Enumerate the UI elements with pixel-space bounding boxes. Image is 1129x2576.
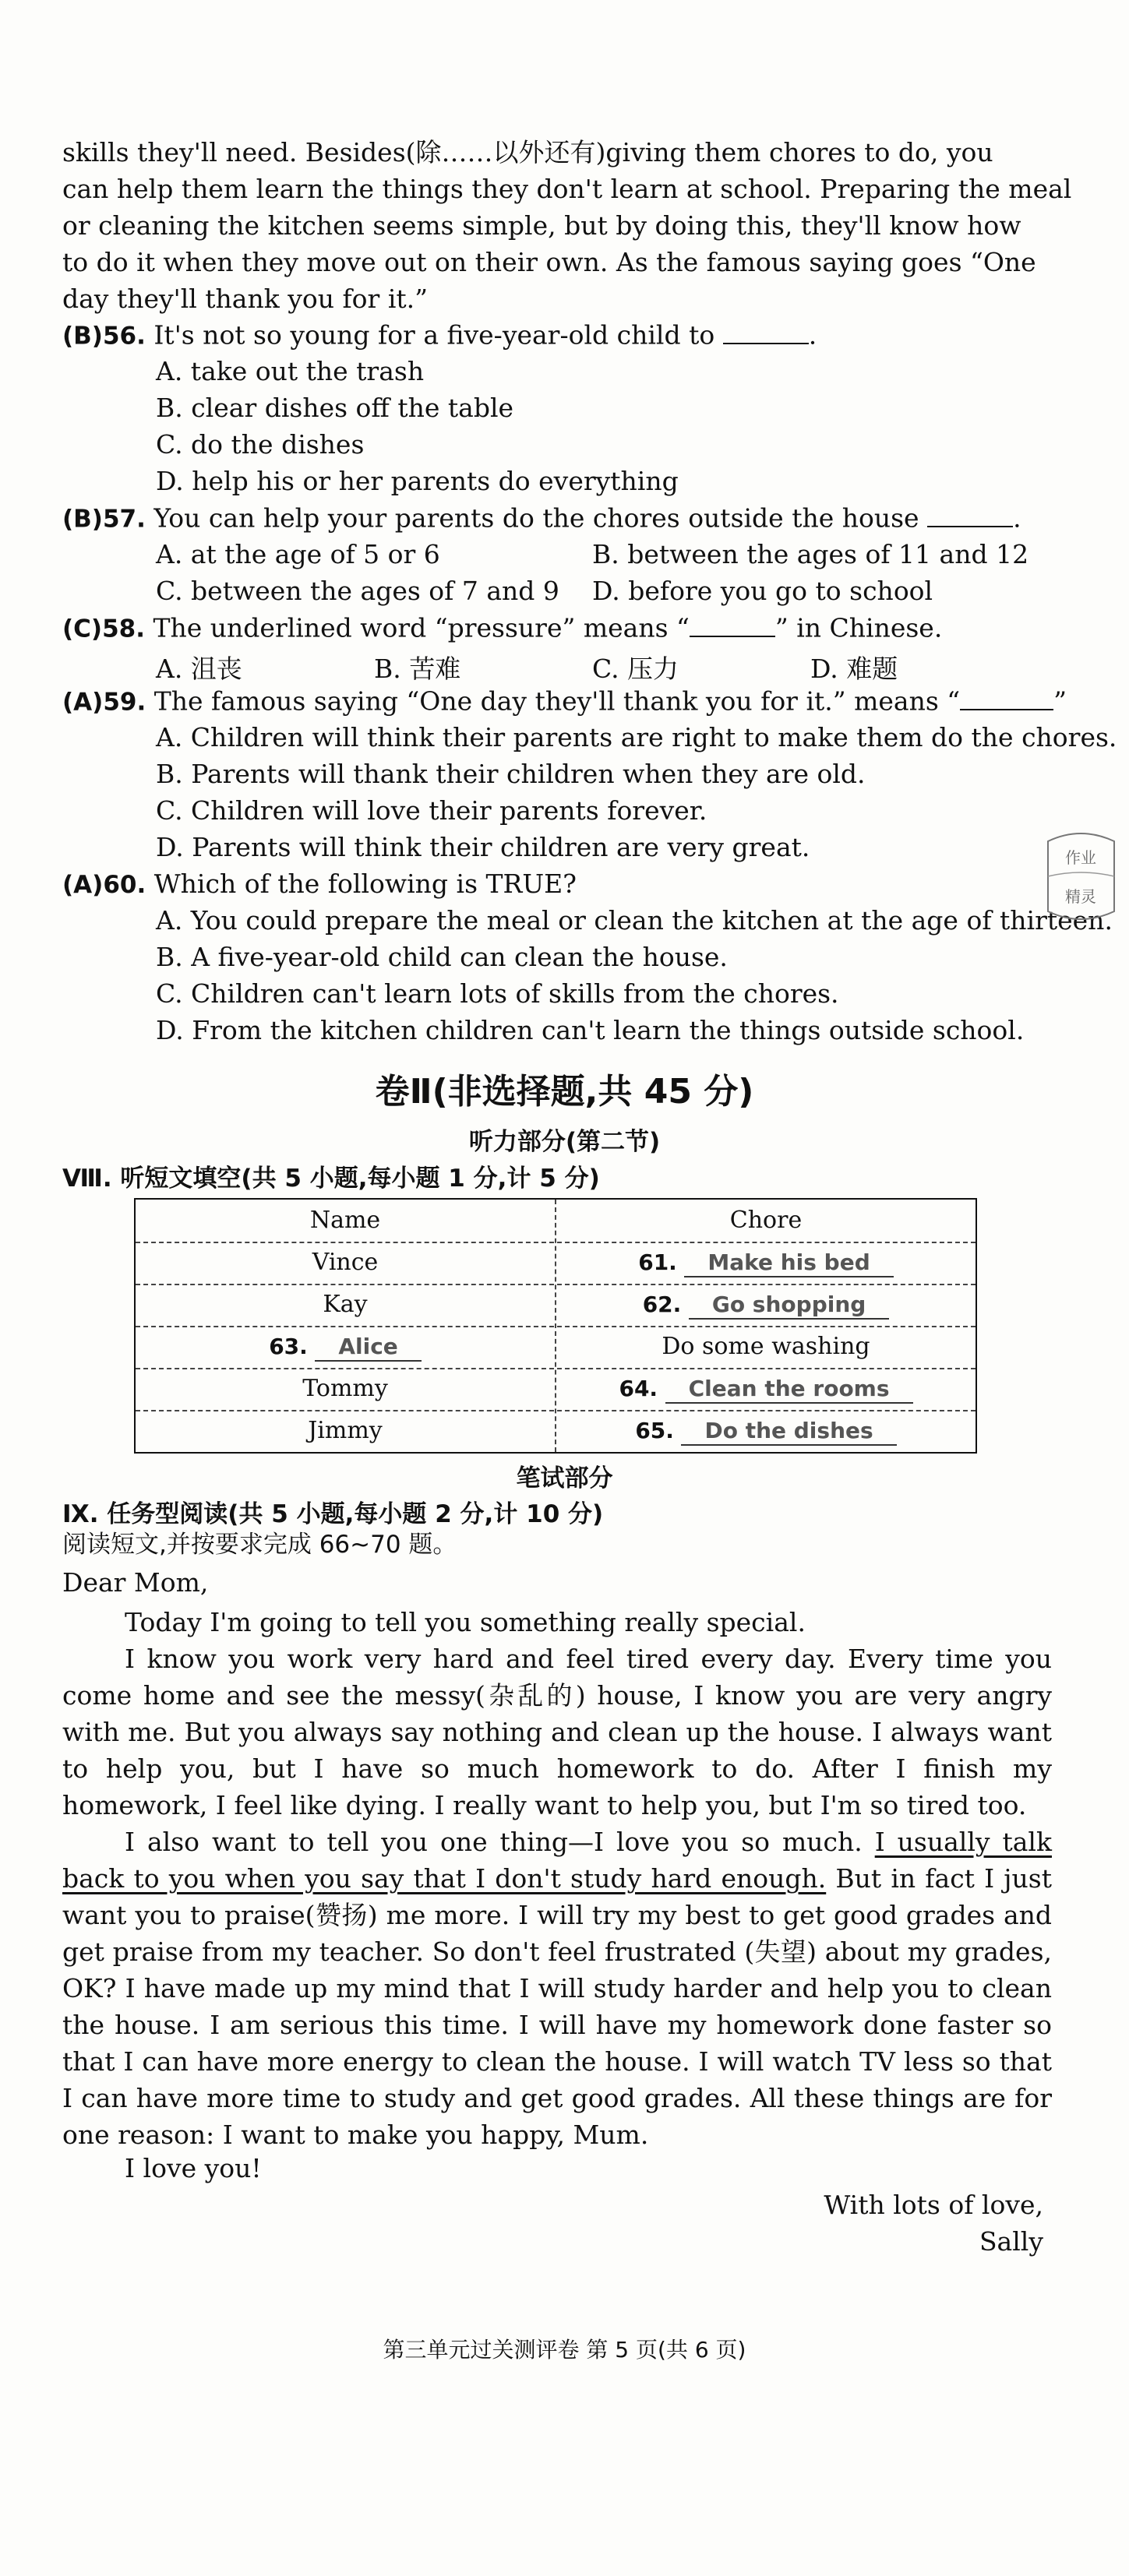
answer-mark: (B)	[62, 505, 103, 534]
row-name: Tommy	[302, 1375, 388, 1402]
filled-answer: Do the dishes	[681, 1418, 896, 1446]
question-stem: Which of the following is TRUE?	[153, 869, 577, 899]
stamp-text-top: 作业	[1065, 848, 1096, 867]
filled-answer: Clean the rooms	[665, 1376, 913, 1404]
row-chore: Do some washing	[662, 1333, 870, 1360]
q60-option-b: B. A five-year-old child can clean the house.	[156, 942, 728, 972]
q60-option-d: D. From the kitchen children can't learn the things outside school.	[156, 1015, 1025, 1045]
blank-number: 65.	[635, 1418, 674, 1443]
q58-option-d: D. 难题	[810, 654, 898, 684]
intro-line-5: day they'll thank you for it.”	[62, 284, 428, 314]
intro-line-1: skills they'll need. Besides(除……以外还有)giving them chores to do, you	[62, 137, 993, 167]
question-number: 57.	[102, 505, 146, 534]
stamp-text-bottom: 精灵	[1065, 887, 1096, 906]
q56-option-b: B. clear dishes off the table	[156, 393, 514, 423]
filled-answer: Alice	[315, 1334, 421, 1362]
stamp-seal-icon	[1040, 826, 1122, 927]
blank-number: 62.	[642, 1292, 682, 1317]
answer-mark: (B)	[62, 322, 103, 351]
question-number: 56.	[102, 322, 146, 351]
question-stem: The underlined word “pressure” means “	[153, 612, 690, 643]
blank-number: 63.	[269, 1334, 308, 1359]
question-56	[62, 319, 817, 351]
intro-line-2: can help them learn the things they don't learn at school. Preparing the meal	[62, 174, 1072, 204]
section-8-title: Ⅷ. 听短文填空(共 5 小题,每小题 1 分,计 5 分)	[62, 1165, 600, 1193]
q56-option-c: C. do the dishes	[156, 429, 365, 460]
chore-table	[134, 1198, 977, 1454]
q56-option-d: D. help his or her parents do everything	[156, 466, 679, 496]
answer-blank	[927, 502, 1013, 527]
question-stem-end: .	[1013, 502, 1021, 534]
section-9-title: Ⅸ. 任务型阅读(共 5 小题,每小题 2 分,计 10 分)	[62, 1500, 604, 1528]
q57-option-d: D. before you go to school	[592, 576, 933, 606]
row-name: Vince	[312, 1249, 379, 1276]
question-59	[62, 685, 1067, 717]
q60-option-a: A. You could prepare the meal or clean the kitchen at the age of thirteen.	[156, 905, 1113, 936]
question-stem-end: ” in Chinese.	[774, 612, 943, 643]
part2-title: 卷Ⅱ(非选择题,共 45 分)	[375, 1072, 754, 1112]
answer-blank	[690, 612, 775, 637]
page-footer: 第三单元过关测评卷 第 5 页(共 6 页)	[383, 2337, 746, 2363]
writing-title: 笔试部分	[516, 1464, 613, 1492]
row-chore	[556, 1368, 976, 1410]
q58-option-a: A. 沮丧	[156, 654, 242, 684]
question-number: 58.	[102, 615, 146, 643]
filled-answer: Make his bed	[684, 1249, 893, 1277]
question-stem-end: .	[808, 319, 817, 351]
answer-mark: (A)	[62, 688, 104, 717]
row-chore	[556, 1242, 976, 1284]
row-name: Kay	[323, 1291, 368, 1318]
row-name: Jimmy	[308, 1417, 383, 1444]
table-row	[136, 1326, 976, 1369]
question-number: 60.	[103, 871, 146, 899]
letter-paragraph-3	[62, 1824, 1052, 2153]
question-58	[62, 612, 942, 644]
answer-blank	[723, 319, 809, 344]
intro-line-4: to do it when they move out on their own. As the famous saying goes “One	[62, 247, 1036, 277]
letter-greeting: Dear Mom,	[62, 1567, 209, 1598]
table-row	[136, 1368, 976, 1411]
row-chore	[556, 1410, 976, 1452]
p3-after: But in fact I just want you to praise(赞扬) me more. I will try my best to get good grades and get praise from my teacher. So don't feel frustrated (失望) about my grades, OK? I have made up my mind that I will study harder and help you to clean the house. I am serious this time. I will have my homework done faster so that I can have more energy to clean the house. I will watch TV less so that I can have more time to study and get good grades. All these things are for one reason: I want to make you happy, Mum.	[62, 1863, 1052, 2150]
answer-blank	[960, 685, 1053, 710]
q59-option-a: A. Children will think their parents are right to make them do the chores.	[156, 722, 1117, 752]
answer-mark: (C)	[62, 615, 103, 643]
question-stem: It's not so young for a five-year-old child to	[153, 319, 715, 351]
table-row	[136, 1242, 976, 1285]
question-60	[62, 869, 577, 900]
header-chore: Chore	[729, 1207, 803, 1234]
blank-number: 61.	[638, 1249, 677, 1275]
q60-option-c: C. Children can't learn lots of skills from the chores.	[156, 978, 839, 1009]
table-row	[136, 1284, 976, 1327]
q57-option-b: B. between the ages of 11 and 12	[592, 539, 1029, 569]
question-stem-end: ”	[1053, 685, 1067, 717]
row-chore	[556, 1284, 976, 1326]
table-header-row	[136, 1200, 976, 1243]
q59-option-c: C. Children will love their parents forever.	[156, 795, 707, 826]
letter-paragraph-1: Today I'm going to tell you something really special.	[125, 1607, 806, 1637]
question-stem: The famous saying “One day they'll thank you for it.” means “	[153, 685, 961, 717]
filled-answer: Go shopping	[689, 1292, 889, 1320]
blank-number: 64.	[619, 1376, 658, 1401]
q58-option-b: B. 苦难	[374, 654, 461, 684]
row-name	[136, 1326, 555, 1368]
letter-paragraph-2: I know you work very hard and feel tired every day. Every time you come home and see the messy(杂乱的) house, I know you are very angry with me. But you always say nothing and clean up the house. I always want to help you, but I have so much homework to do. After I finish my homework, I feel like dying. I really want to help you, but I'm so tired too.	[62, 1644, 1052, 1820]
question-number: 59.	[103, 688, 146, 717]
question-57	[62, 502, 1021, 534]
table-row	[136, 1410, 976, 1452]
p3-underlined-sentence: I usually talk back to you when you say that I don't study hard enough.	[62, 1827, 1052, 1894]
q56-option-a: A. take out the trash	[156, 356, 425, 386]
question-stem: You can help your parents do the chores outside the house	[153, 502, 919, 534]
letter-paragraph-4: I love you!	[125, 2153, 262, 2183]
letter-signature: Sally	[979, 2226, 1043, 2257]
q57-option-c: C. between the ages of 7 and 9	[156, 576, 559, 606]
section-9-instruction: 阅读短文,并按要求完成 66~70 题。	[62, 1531, 457, 1559]
header-name: Name	[309, 1207, 381, 1234]
listening-title: 听力部分(第二节)	[468, 1128, 661, 1156]
q59-option-b: B. Parents will thank their children when they are old.	[156, 759, 866, 789]
answer-mark: (A)	[62, 871, 104, 899]
letter-closing: With lots of love,	[824, 2190, 1043, 2220]
q59-option-d: D. Parents will think their children are very great.	[156, 832, 810, 862]
q57-option-a: A. at the age of 5 or 6	[156, 539, 440, 569]
p3-before: I also want to tell you one thing—I love you so much.	[125, 1827, 875, 1857]
intro-line-3: or cleaning the kitchen seems simple, but by doing this, they'll know how	[62, 210, 1021, 241]
q58-option-c: C. 压力	[592, 654, 679, 684]
